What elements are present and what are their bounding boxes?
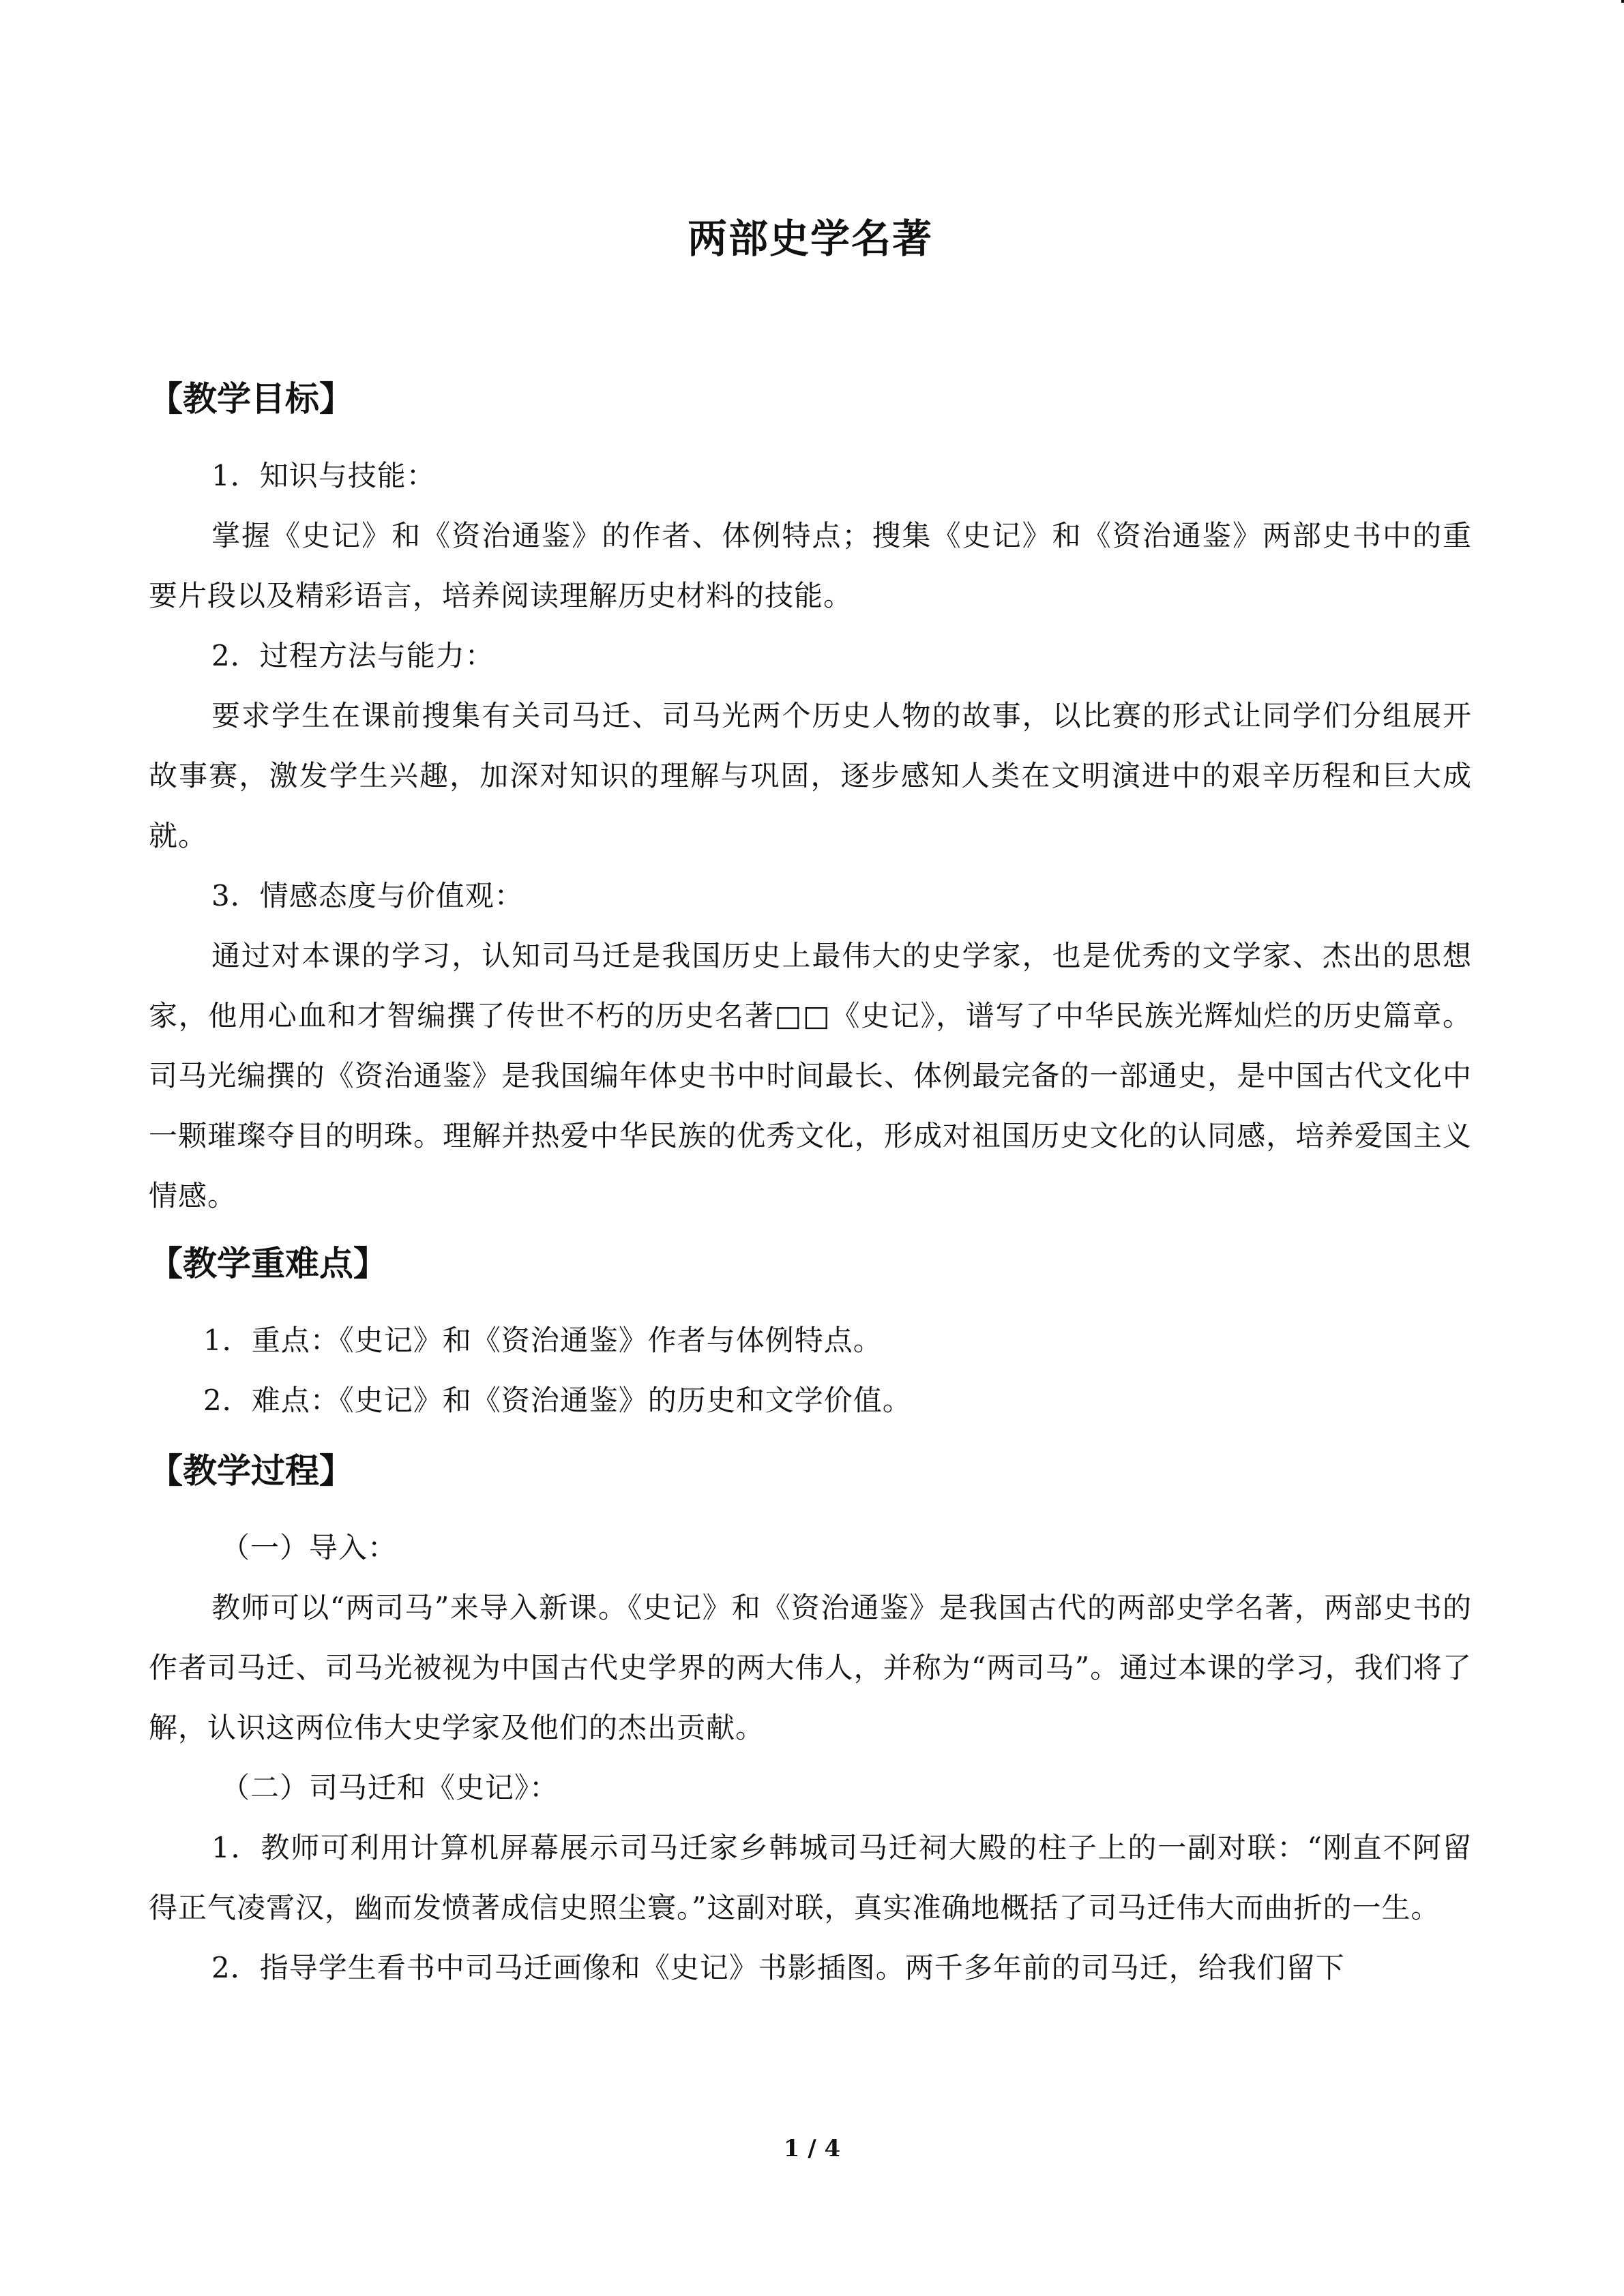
- process-intro-text: 教师可以“两司马”来导入新课。《史记》和《资治通鉴》是我国古代的两部史学名著，两部史书的作者司马迁、司马光被视为中国古代史学界的两大伟人，并称为“两司马”。通过本课的学习，我们将了解，认识这两位伟大史学家及他们的杰出贡献。: [149, 1591, 1472, 1744]
- section-heading-process: 【教学过程】: [149, 1451, 353, 1491]
- section-heading-goals: 【教学目标】: [149, 379, 353, 419]
- process-part2-item-2: 2．指导学生看书中司马迁画像和《史记》书影插图。两千多年前的司马迁，给我们留下: [211, 1951, 1345, 1984]
- goal-item-3-text: 通过对本课的学习，认知司马迁是我国历史上最伟大的史学家，也是优秀的文学家、杰出的思想家，他用心血和才智编撰了传世不朽的历史名著□□《史记》，谱写了中华民族光辉灿烂的历史篇章。司马光编撰的《资治通鉴》是我国编年体史书中时间最长、体例最完备的一部通史，是中国古代文化中一颗璀璨夺目的明珠。理解并热爱中华民族的优秀文化，形成对祖国历史文化的认同感，培养爱国主义情感。: [149, 939, 1472, 1212]
- goal-item-3-label: 3．情感态度与价值观：: [211, 879, 524, 912]
- page-content: [149, 211, 1472, 1998]
- process-intro-label: （一）导入：: [221, 1531, 398, 1564]
- process-part2-item-1: 1．教师可利用计算机屏幕展示司马迁家乡韩城司马迁祠大殿的柱子上的一副对联：“刚直不阿留得正气凌霄汉，幽而发愤著成信史照尘寰。”这副对联，真实准确地概括了司马迁伟大而曲折的一生。: [149, 1831, 1472, 1924]
- section-teaching-process: [149, 1447, 1472, 1998]
- section-key-points: [149, 1240, 1472, 1431]
- goal-item-2-label: 2．过程方法与能力：: [211, 639, 494, 672]
- page-corner-mark: [1621, 0, 1624, 3]
- process-part2-label: （二）司马迁和《史记》：: [221, 1771, 559, 1804]
- goal-item-1-label: 1．知识与技能：: [211, 459, 436, 492]
- key-point-1: 1．重点：《史记》和《资治通鉴》作者与体例特点。: [203, 1324, 883, 1357]
- goal-item-2-text: 要求学生在课前搜集有关司马迁、司马光两个历史人物的故事，以比赛的形式让同学们分组展开故事赛，激发学生兴趣，加深对知识的理解与巩固，逐步感知人类在文明演进中的艰辛历程和巨大成就。: [149, 699, 1472, 852]
- section-teaching-goals: [149, 375, 1472, 1226]
- goal-item-1-text: 掌握《史记》和《资治通鉴》的作者、体例特点；搜集《史记》和《资治通鉴》两部史书中的重要片段以及精彩语言，培养阅读理解历史材料的技能。: [149, 519, 1472, 612]
- key-point-2: 2．难点：《史记》和《资治通鉴》的历史和文学价值。: [203, 1384, 912, 1417]
- section-heading-key-points: 【教学重难点】: [149, 1244, 387, 1283]
- page-number: 1 / 4: [783, 2135, 841, 2162]
- document-title: 两部史学名著: [687, 215, 933, 262]
